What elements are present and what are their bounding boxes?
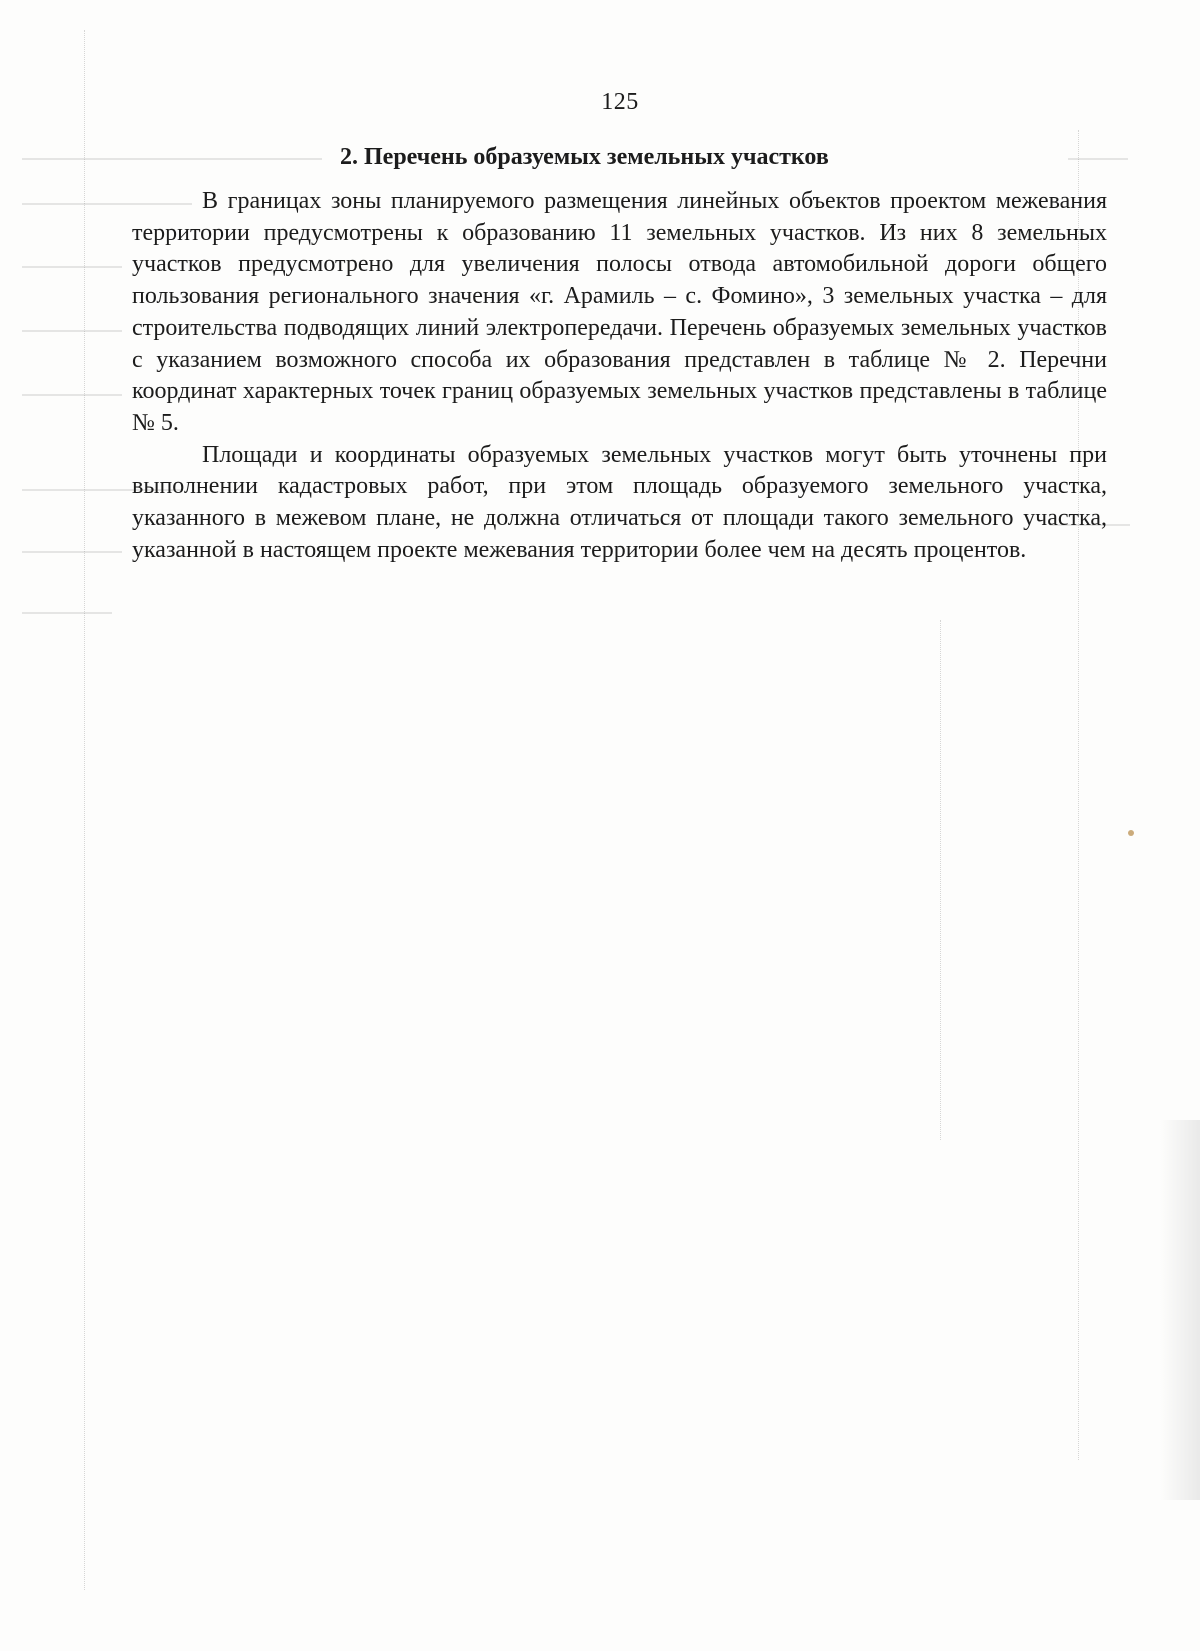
page-number: 125 — [601, 89, 639, 115]
scan-speck — [1128, 830, 1134, 836]
paragraph-1: В границах зоны планируемого размещения линейных объектов проектом межевания территории предусмотрены к образованию 11 земельных участков. Из них 8 земельных участков предусмотрено для увеличения полосы отвода автомобильной дороги общего пользования регионального значения «г. Арамиль – с. Фомино», 3 земельных участка – для строительства подводящих линий электропередачи. Перечень образуемых земельных участков с указанием возможного способа их образования представлен в таблице № 2. Перечни координат характерных точек границ образуемых земельных участков представлены в таблице № 5. — [132, 188, 1107, 436]
scan-artifact — [22, 330, 122, 332]
scan-artifact — [84, 30, 85, 1590]
section-title: 2. Перечень образуемых земельных участков — [340, 144, 829, 170]
scan-artifact — [22, 551, 122, 553]
scan-artifact — [22, 266, 122, 268]
body-text — [132, 186, 1107, 566]
paragraph-2: Площади и координаты образуемых земельных участков могут быть уточнены при выполнении кадастровых работ, при этом площадь образуемого земельного участка, указанного в межевом плане, не должна отличаться от площади такого земельного участка, указанной в настоящем проекте межевания территории более чем на десять процентов. — [132, 441, 1107, 563]
scan-artifact — [22, 158, 322, 160]
scan-artifact — [22, 394, 122, 396]
scan-edge-shade — [1160, 1120, 1200, 1500]
scan-artifact — [940, 620, 941, 1140]
scan-artifact — [22, 612, 112, 614]
scan-artifact — [1068, 158, 1128, 160]
